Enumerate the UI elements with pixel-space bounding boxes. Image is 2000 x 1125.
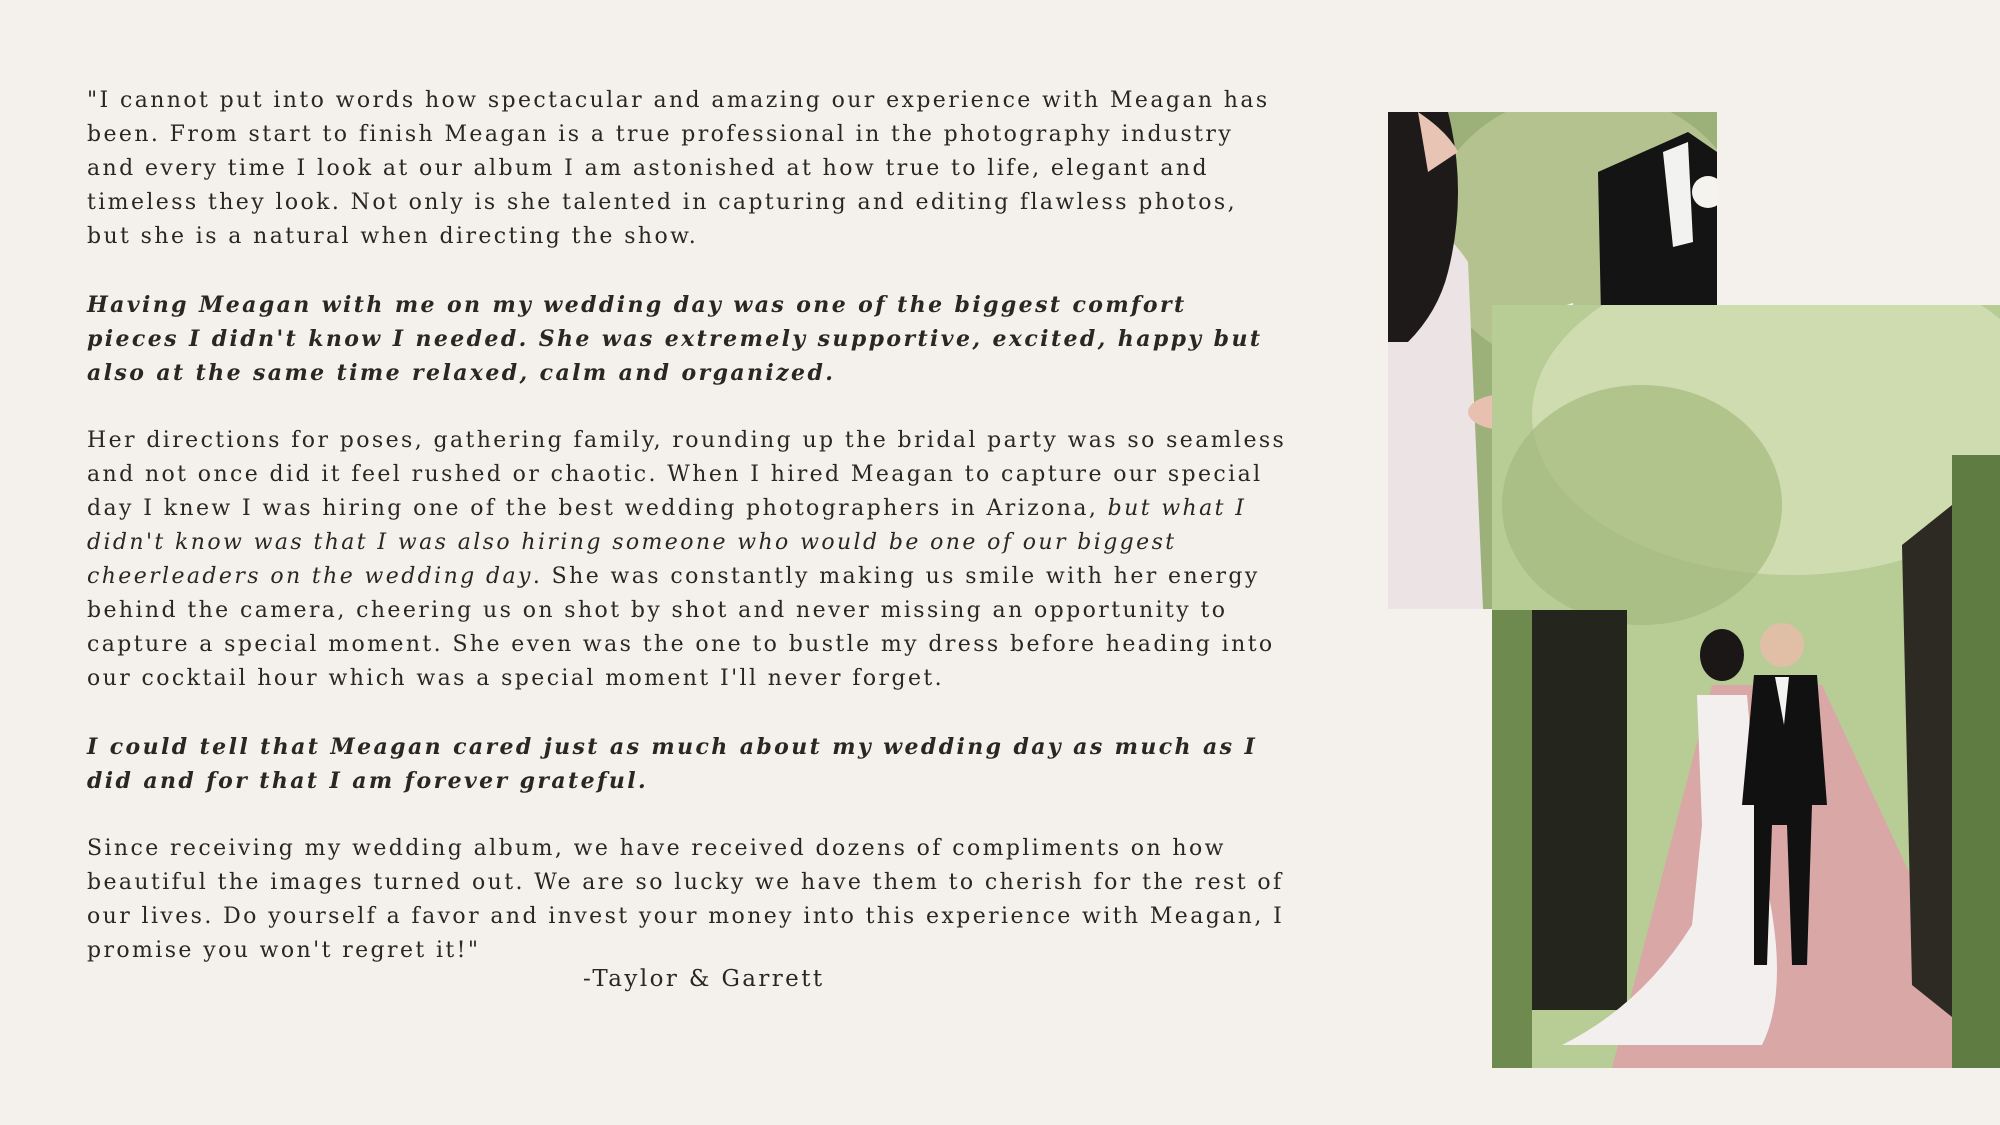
- paragraph-3-italic: but what I didn't know was that I was also hiring someone who would be one of our biggest cheerleaders on the wedding day: [87, 496, 1247, 589]
- couple-photo: [1492, 305, 2000, 1068]
- signature: -Taylor & Garrett: [583, 966, 825, 992]
- couple-photo-illustration: [1492, 305, 2000, 1068]
- paragraph-3-end: . She was constantly making us smile with her energy behind the camera, cheering us on shot by shot and never missing an opportunity to capture a special moment. She even was the one to bustle my dress before heading into our cocktail hour which was a special moment I'll never forget.: [87, 564, 1275, 691]
- testimonial-paragraph-2: Having Meagan with me on my wedding day was one of the biggest comfort pieces I didn't know I needed. She was extremely supportive, excited, happy but also at the same time relaxed, calm and organized.: [87, 292, 1263, 386]
- testimonial-paragraph-1: "I cannot put into words how spectacular and amazing our experience with Meagan has been. From start to finish Meagan is a true professional in the photography industry and every time I look at our album I am astonished at how true to life, elegant and timeless they look. Not only is she talented in capturing and editing flawless photos, but she is a natural when directing the show.: [87, 88, 1270, 249]
- testimonial-text: [87, 84, 1287, 1002]
- paragraph-3-start: Her directions for poses, gathering family, rounding up the bridal party was so seamless and not once did it feel rushed or chaotic. When I hired Meagan to capture our special day I knew I was hiring one of the best wedding photographers in Arizona,: [87, 428, 1287, 521]
- testimonial-paragraph-5: Since receiving my wedding album, we have received dozens of compliments on how beautiful the images turned out. We are so lucky we have them to cherish for the rest of our lives. Do yourself a favor and invest your money into this experience with Meagan, I promise you won't regret it!": [87, 836, 1285, 963]
- testimonial-paragraph-4: I could tell that Meagan cared just as much about my wedding day as much as I did and for that I am forever grateful.: [87, 734, 1258, 794]
- testimonial-paragraph-3: [87, 424, 1287, 696]
